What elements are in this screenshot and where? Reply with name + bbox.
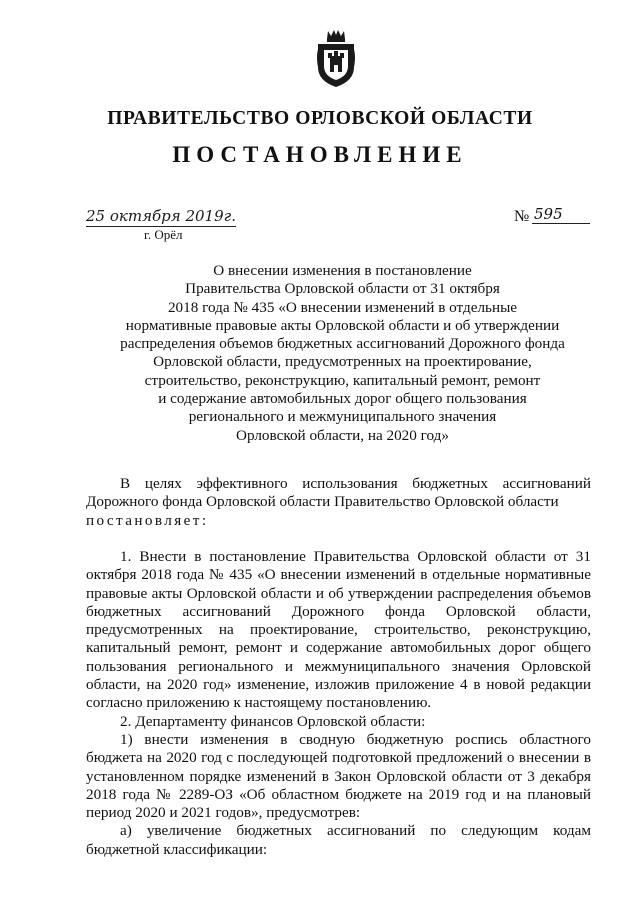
subject-line: Орловской области, на 2020 год» xyxy=(235,426,449,444)
clause-paragraph: 2. Департаменту финансов Орловской области: xyxy=(120,712,426,730)
document-date: 25 октября 2019г. xyxy=(86,207,236,225)
clause-paragraph: 1. Внести в постановление Правительства Орловской области от 31 октября 2018 года № 435 «О внесении изменений в отдельные нормативные правовые акты Орловской области и об утверждении распределения объемов бюджетных ассигнований Дорожного фонда Орловской области, предусмотренных на проектирование, строительство, реконструкцию, капитальный ремонт, ремонт и содержание автомобильных дорог общего пользования регионального и межмуниципального значения Орловской области, на 2020 год» изменение, изложив приложение 4 в новой редакции согласно приложению к настоящему постановлению. xyxy=(86,548,591,712)
number-underline xyxy=(532,223,590,224)
document-number: 595 xyxy=(534,205,563,223)
document-city: г. Орёл xyxy=(144,227,183,242)
government-title: ПРАВИТЕЛЬСТВО ОРЛОВСКОЙ ОБЛАСТИ xyxy=(107,108,533,129)
subject-line: и содержание автомобильных дорог общего пользования xyxy=(158,390,527,408)
subject-line: регионального и межмуниципального значения xyxy=(188,408,497,426)
subject-line: Правительства Орловской области от 31 октября xyxy=(185,280,500,298)
subject-line: Орловской области, предусмотренных на проектирование, xyxy=(153,353,532,371)
document-type-title: ПОСТАНОВЛЕНИЕ xyxy=(172,142,468,167)
clauses xyxy=(86,548,591,859)
document-subject xyxy=(90,262,595,445)
clause-paragraph: а) увеличение бюджетных ассигнований по следующим кодам бюджетной классификации: xyxy=(86,822,591,858)
subject-line: строительство, реконструкцию, капитальный ремонт, ремонт xyxy=(144,371,541,389)
subject-line: нормативные правовые акты Орловской области и об утверждении xyxy=(125,316,560,334)
preamble-resolves: постановляет: xyxy=(86,511,209,529)
clause-paragraph: 1) внести изменения в сводную бюджетную роспись областного бюджета на 2020 год с последующей подготовкой предложений о внесении в установленном порядке изменений в Закон Орловской области от 3 декабря 2018 года № 2289-ОЗ «Об областном бюджете на 2019 год и на плановый период 2020 и 2021 годов», предусмотрев: xyxy=(86,730,591,822)
number-label: № xyxy=(514,208,530,225)
preamble xyxy=(86,475,591,530)
subject-line: распределения объемов бюджетных ассигнований Дорожного фонда xyxy=(120,335,565,353)
preamble-text: В целях эффективного использования бюджетных ассигнований Дорожного фонда Орловской области Правительство Орловской области xyxy=(86,475,591,511)
subject-line: О внесении изменения в постановление xyxy=(213,262,472,279)
subject-line: 2018 года № 435 «О внесении изменений в отдельные xyxy=(167,298,518,316)
coat-of-arms-icon xyxy=(314,27,358,89)
